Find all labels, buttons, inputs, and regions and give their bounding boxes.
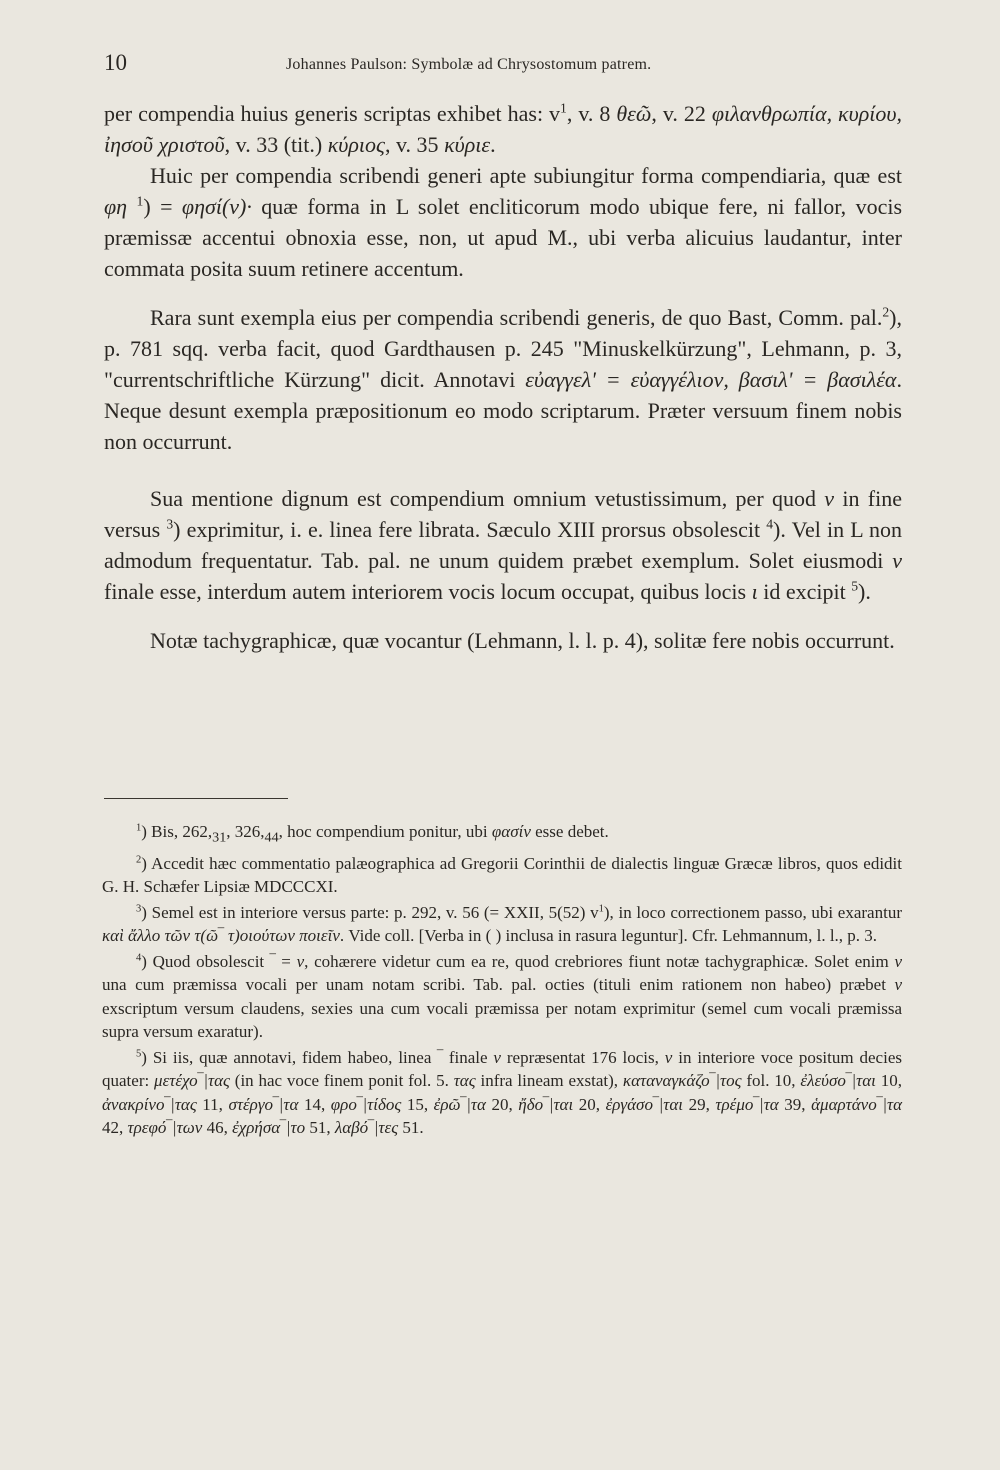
footnote-mark: 3 bbox=[136, 903, 142, 915]
greek-word: ν bbox=[894, 951, 902, 971]
text-run: ) Semel est in interiore versus parte: p. 292, v. 56 (= XXII, 5(52) v bbox=[141, 902, 599, 922]
text-run: ). Vel in L non admodum frequentatur. Tab. pal. ne unum quidem præbet exemplum. Solet eiusmodi bbox=[104, 517, 903, 573]
text-run: 10, bbox=[875, 1071, 902, 1091]
greek-word: κύριος bbox=[327, 132, 385, 157]
text-run: ) exprimitur, i. e. linea fere librata. Sæculo XIII prorsus obsolescit bbox=[173, 517, 767, 542]
greek-word: μετέχο‾|τας bbox=[154, 1071, 230, 1091]
greek-word: ἐργάσο‾|ται bbox=[605, 1094, 684, 1114]
text-run: 15, bbox=[401, 1094, 434, 1114]
greek-word: φιλανθρωπία, κυρίου, ἰησοῦ χριστοῦ bbox=[104, 101, 902, 157]
greek-word: ν bbox=[296, 951, 305, 971]
greek-word: φρο‾|τίδος bbox=[330, 1094, 402, 1114]
text-run: id excipit bbox=[757, 579, 852, 604]
text-run: ), p. 781 sqq. verba facit, quod Gardthausen p. 245 "Minuskelkürzung", Lehmann, p. 3, "currentschriftliche Kürzung" dicit. Annotavi bbox=[104, 305, 902, 392]
greek-word: τας bbox=[453, 1071, 476, 1091]
text-run: ), in loco correctionem passo, ubi exarantur bbox=[603, 902, 902, 922]
greek-word: ν bbox=[824, 486, 835, 511]
greek-word: ν bbox=[664, 1047, 673, 1067]
text-run: finale esse, interdum autem interiorem vocis locum occupat, quibus locis bbox=[104, 579, 752, 604]
running-head bbox=[104, 50, 904, 82]
text-run: una cum præmissa vocali per unam notam scribi. Tab. pal. octies (tituli enim rationem non habeo) præbet bbox=[102, 975, 895, 995]
text-run: . bbox=[490, 132, 496, 157]
greek-word: ἐρῶ‾|τα bbox=[433, 1094, 486, 1114]
footnote-mark: 4 bbox=[136, 952, 142, 964]
text-run: , cohærere videtur cum ea re, quod crebriores fiunt notæ tachygraphicæ. Solet enim bbox=[304, 951, 895, 971]
greek-word: ι bbox=[751, 579, 758, 604]
text-run: repræsentat 176 locis, bbox=[500, 1047, 665, 1067]
subscript: 44 bbox=[264, 829, 279, 846]
greek-word: καὶ ἄλλο τῶν τ(ῶ‾ τ)οιούτων ποιεῖν bbox=[102, 926, 340, 946]
text-run: ) Bis, 262, bbox=[141, 822, 213, 841]
text-run: . Neque desunt exempla præpositionum eo modo scriptarum. Præter versuum finem nobis non occurrunt. bbox=[104, 367, 902, 454]
text-run: , v. 33 (tit.) bbox=[224, 132, 328, 157]
text-run: fol. 10, bbox=[741, 1071, 801, 1091]
text-run: Sua mentione dignum est compendium omnium vetustissimum, per quod bbox=[150, 486, 825, 511]
text-run: , v. 22 bbox=[651, 101, 712, 126]
footnote-ref: 5 bbox=[851, 578, 859, 594]
page-number: 10 bbox=[104, 50, 127, 75]
greek-word: λαβό‾|τες bbox=[334, 1118, 399, 1138]
text-run: in fine versus bbox=[104, 486, 902, 542]
text-run: 20, bbox=[573, 1094, 606, 1114]
greek-word: ἀνακρίνο‾|τας bbox=[102, 1094, 197, 1114]
paragraph-5: Notæ tachygraphicæ, quæ vocantur (Lehmann, l. l. p. 4), solitæ fere nobis occurrunt. bbox=[150, 628, 895, 653]
paragraph-3 bbox=[104, 302, 902, 457]
text-run: per compendia huius generis scriptas exhibet has: v bbox=[104, 101, 561, 126]
text-run: ) = bbox=[143, 194, 182, 219]
footnote-3 bbox=[102, 901, 902, 948]
paragraph-2 bbox=[104, 160, 902, 284]
greek-word: ἁμαρτάνο‾|τα bbox=[811, 1094, 903, 1114]
text-run: (in hac voce finem ponit fol. 5. bbox=[229, 1071, 454, 1091]
text-run: 39, bbox=[778, 1094, 812, 1114]
superscript: 1 bbox=[560, 100, 567, 116]
greek-word: θεῶ bbox=[616, 101, 652, 126]
text-run: infra lineam exstat), bbox=[475, 1071, 623, 1091]
text-run: , hoc compendium ponitur, ubi bbox=[278, 822, 492, 841]
greek-word: ν bbox=[892, 548, 902, 573]
text-run: , v. 35 bbox=[384, 132, 445, 157]
greek-word: ἤδο‾|ται bbox=[518, 1094, 574, 1114]
greek-word: ν bbox=[894, 975, 902, 995]
paragraph-1 bbox=[104, 98, 902, 160]
footnote-1 bbox=[102, 820, 902, 850]
text-run: exscriptum versum claudens, sexies una cum vocali præmissa per notam exprimitur (semel cum vocali præmissa supra versum exaratur). bbox=[102, 998, 902, 1042]
text-run: ) Si iis, quæ annotavi, fidem habeo, linea ‾ finale bbox=[141, 1047, 494, 1067]
greek-word: κύριε bbox=[444, 132, 491, 157]
greek-word: φησί(ν)· bbox=[181, 194, 252, 219]
footnote-4 bbox=[102, 950, 902, 1044]
text-run: in interiore voce positum decies quater: bbox=[102, 1047, 902, 1091]
footnote-5 bbox=[102, 1046, 902, 1140]
text-run: esse debet. bbox=[530, 822, 609, 841]
text-run: 11, bbox=[196, 1094, 229, 1114]
text-run: . Vide coll. [Verba in ( ) inclusa in rasura leguntur]. Cfr. Lehmannum, l. l., p. 3. bbox=[339, 926, 878, 946]
text-run: 20, bbox=[485, 1094, 519, 1114]
greek-word: στέργο‾|τα bbox=[228, 1094, 299, 1114]
running-title: Johannes Paulson: Symbolæ ad Chrysostomum patrem. bbox=[286, 56, 652, 73]
text-run: 51, bbox=[305, 1118, 335, 1138]
text-run: , 326, bbox=[226, 822, 265, 841]
text-run: Huic per compendia scribendi generi apte subiungitur forma compendiaria, quæ est bbox=[150, 163, 902, 188]
footnote-rule bbox=[104, 798, 288, 799]
footnote-mark: 5 bbox=[136, 1048, 142, 1060]
footnote-ref: 2 bbox=[882, 304, 890, 320]
subscript: 31 bbox=[212, 829, 227, 846]
greek-word: τρέμο‾|τα bbox=[715, 1094, 779, 1114]
text-run: quæ forma in L solet encliticorum modo ubique fere, ni fallor, vocis præmissæ accentui obnoxia esse, non, ut apud M., ubi verba alicuius laudantur, inter commata posita suum retinere accentum. bbox=[104, 194, 903, 281]
greek-word: τρεφό‾|των bbox=[127, 1118, 203, 1138]
footnotes bbox=[102, 820, 902, 1140]
text-run: 51. bbox=[398, 1118, 424, 1138]
greek-word: ἐλεύσο‾|ται bbox=[800, 1071, 876, 1091]
footnote-mark: 2 bbox=[136, 854, 142, 866]
main-text bbox=[104, 98, 902, 656]
text-run: ) Quod obsolescit ‾ = bbox=[141, 951, 297, 971]
greek-word: καταναγκάζο‾|τος bbox=[622, 1071, 742, 1091]
text-run: 14, bbox=[298, 1094, 331, 1114]
footnote-mark: 1 bbox=[136, 822, 142, 834]
text-run: 29, bbox=[683, 1094, 716, 1114]
superscript: 1 bbox=[598, 903, 604, 915]
text-run: 42, bbox=[102, 1118, 128, 1138]
footnote-ref: 3 bbox=[166, 516, 174, 532]
text-run: , v. 8 bbox=[566, 101, 617, 126]
greek-word: εὐαγγελ' = εὐαγγέλιον, βασιλ' = βασιλέα bbox=[525, 367, 897, 392]
greek-word: φη bbox=[104, 194, 128, 219]
greek-word: ἐχρήσα‾|το bbox=[232, 1118, 306, 1138]
footnote-2 bbox=[102, 852, 902, 899]
footnote-ref: 1 bbox=[136, 193, 144, 209]
paragraph-4 bbox=[104, 483, 902, 607]
text-run: Rara sunt exempla eius per compendia scribendi generis, de quo Bast, Comm. pal. bbox=[150, 305, 883, 330]
text-run: ). bbox=[858, 579, 871, 604]
greek-word: ν bbox=[493, 1047, 501, 1067]
greek-word: φασίν bbox=[491, 822, 531, 841]
footnote-ref: 4 bbox=[766, 516, 774, 532]
text-run: 46, bbox=[202, 1118, 233, 1138]
text-run: ) Accedit hæc commentatio palæographica ad Gregorii Corinthii de dialectis linguæ Græcæ libros, quos edidit G. H. Schæfer Lipsiæ MDCCCXI. bbox=[102, 853, 902, 897]
